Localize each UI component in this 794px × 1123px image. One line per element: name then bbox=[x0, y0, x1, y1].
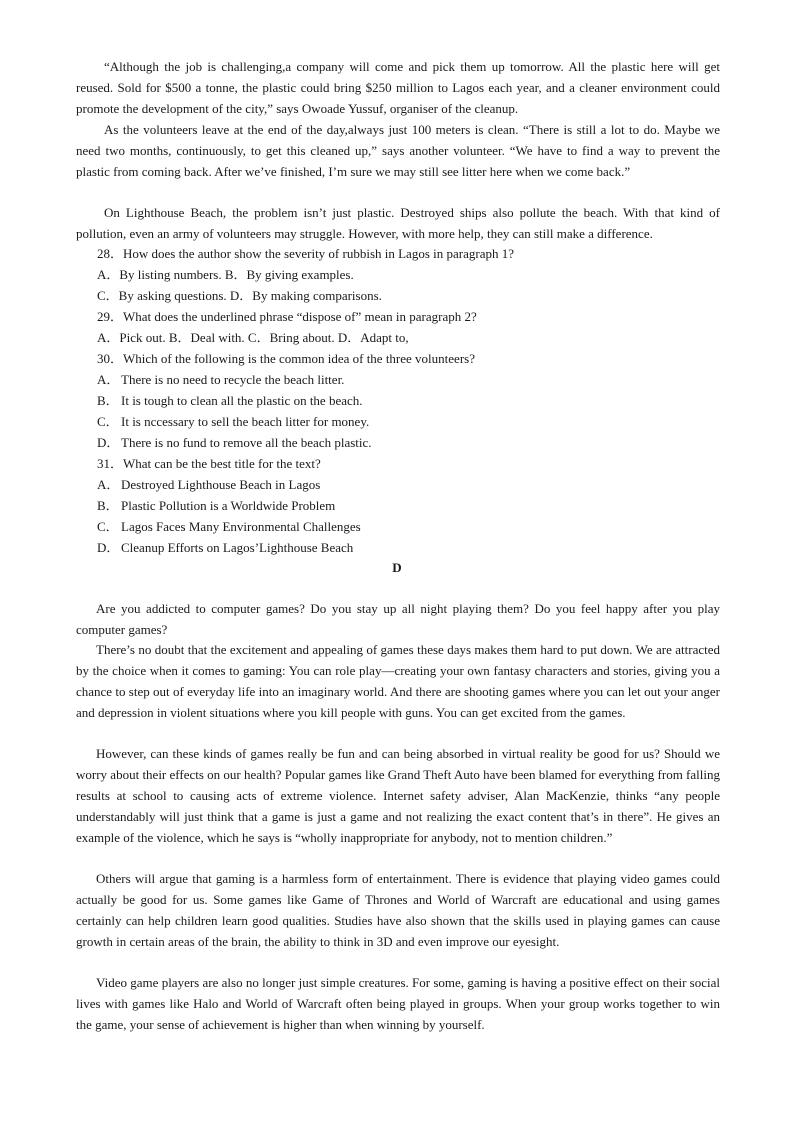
paragraph-text: Video game players are also no longer just simple creatures. For some, gaming is having a positive effect on their social lives with games like Halo and World of Warcraft often being played in groups. When your group works together to win the game, your sense of achievement is higher than when winning by yourself. bbox=[76, 975, 720, 1032]
paragraph-lighthouse-beach bbox=[76, 203, 720, 245]
paragraph-text: On Lighthouse Beach, the problem isn’t just plastic. Destroyed ships also pollute the beach. With that kind of pollution, even an army of volunteers may struggle. However, with more help, they can still make a difference. bbox=[76, 205, 720, 241]
paragraph-text: However, can these kinds of games really be fun and can being absorbed in virtual reality be good for us? Should we worry about their effects on our health? Popular games like Grand Theft Auto have been blamed for everything from falling results at school to causing acts of extreme violence. Internet safety adviser, Alan MacKenzie, thinks “any people understandably will just think that a game is just a game and not realizing the exact content that’s in there”. He gives an example of the violence, which he says is “wholly inappropriate for anybody, not to mention children.” bbox=[76, 746, 720, 845]
option-text: There is no need to recycle the beach litter. bbox=[121, 372, 345, 387]
paragraph-text: Others will argue that gaming is a harmless form of entertainment. There is evidence that playing video games could actually be good for us. Some games like Game of Thrones and World of Warcraft are educational and using games certainly can help children learn good qualities. Studies have also shown that the skills used in playing games can cause growth in certain areas of the brain, the ability to think in 3D and even improve our eyesight. bbox=[76, 871, 720, 949]
option-letter: C． bbox=[97, 414, 119, 429]
paragraph-d-4 bbox=[76, 869, 720, 953]
section-heading-d: D bbox=[392, 560, 402, 575]
paragraph-d-5 bbox=[76, 973, 720, 1036]
question-29-stem: 29．What does the underlined phrase “dispose of” mean in paragraph 2? bbox=[97, 309, 477, 324]
question-30-option-b bbox=[97, 391, 717, 412]
paragraph-text: Are you addicted to computer games? Do you stay up all night playing them? Do you feel happy after you play computer games? bbox=[76, 601, 720, 637]
option-text: There is no fund to remove all the beach plastic. bbox=[121, 435, 372, 450]
option-text: It is nccessary to sell the beach litter for money. bbox=[121, 414, 370, 429]
question-28-stem: 28．How does the author show the severity of rubbish in Lagos in paragraph 1? bbox=[97, 246, 514, 261]
option-letter: A． bbox=[97, 477, 120, 492]
paragraph-d-3 bbox=[76, 744, 720, 849]
option-text: Destroyed Lighthouse Beach in Lagos bbox=[121, 477, 321, 492]
option-text: Plastic Pollution is a Worldwide Problem bbox=[121, 498, 336, 513]
option-letter: A． bbox=[97, 372, 120, 387]
question-31-option-c bbox=[97, 517, 717, 538]
option-letter: B． bbox=[97, 498, 119, 513]
question-30-option-d bbox=[97, 433, 717, 454]
option-letter: B． bbox=[97, 393, 119, 408]
option-letter: D． bbox=[97, 540, 120, 555]
question-31-option-d bbox=[97, 538, 717, 559]
paragraph-volunteers-leave bbox=[76, 120, 720, 183]
question-28-options-cd: C．By asking questions. D．By making comparisons. bbox=[97, 288, 382, 303]
question-31-option-a bbox=[97, 475, 717, 496]
paragraph-text: As the volunteers leave at the end of the day,always just 100 meters is clean. “There is still a lot to do. Maybe we need two months, continuously, to get this cleaned up,” says another volunteer. “We have to find a way to prevent the plastic from coming back. After we’ve finished, I’m sure we may still see litter here when we come back.” bbox=[76, 122, 720, 179]
paragraph-text: “Although the job is challenging,a company will come and pick them up tomorrow. All the plastic here will get reused. Sold for $500 a tonne, the plastic could bring $250 million to Lagos each year, and a cleaner environment could promote the development of the city,” says Owoade Yussuf, organiser of the cleanup. bbox=[76, 59, 720, 116]
question-28-options-ab: A．By listing numbers. B．By giving examples. bbox=[97, 267, 354, 282]
option-letter: D． bbox=[97, 435, 120, 450]
option-letter: C． bbox=[97, 519, 119, 534]
paragraph-d-2 bbox=[76, 640, 720, 724]
question-30-stem: 30．Which of the following is the common idea of the three volunteers? bbox=[97, 351, 475, 366]
paragraph-d-1 bbox=[76, 599, 720, 641]
question-31-option-b bbox=[97, 496, 717, 517]
question-30-option-c bbox=[97, 412, 717, 433]
question-31-stem: 31．What can be the best title for the text? bbox=[97, 456, 321, 471]
option-text: Cleanup Efforts on Lagos’Lighthouse Beach bbox=[121, 540, 354, 555]
option-text: Lagos Faces Many Environmental Challenges bbox=[121, 519, 361, 534]
question-29-options: A．Pick out. B．Deal with. C．Bring about. D．Adapt to, bbox=[97, 330, 409, 345]
paragraph-yussuf-quote bbox=[76, 57, 720, 120]
paragraph-text: There’s no doubt that the excitement and appealing of games these days makes them hard to put down. We are attracted by the choice when it comes to gaming: You can role play—creating your own fantasy characters and stories, giving you a chance to step out of everyday life into an imaginary world. And there are shooting games where you can let out your anger and depression in violent situations where you kill people with guns. You can get excited from the games. bbox=[76, 642, 720, 720]
question-30-option-a bbox=[97, 370, 717, 391]
option-text: It is tough to clean all the plastic on the beach. bbox=[121, 393, 363, 408]
